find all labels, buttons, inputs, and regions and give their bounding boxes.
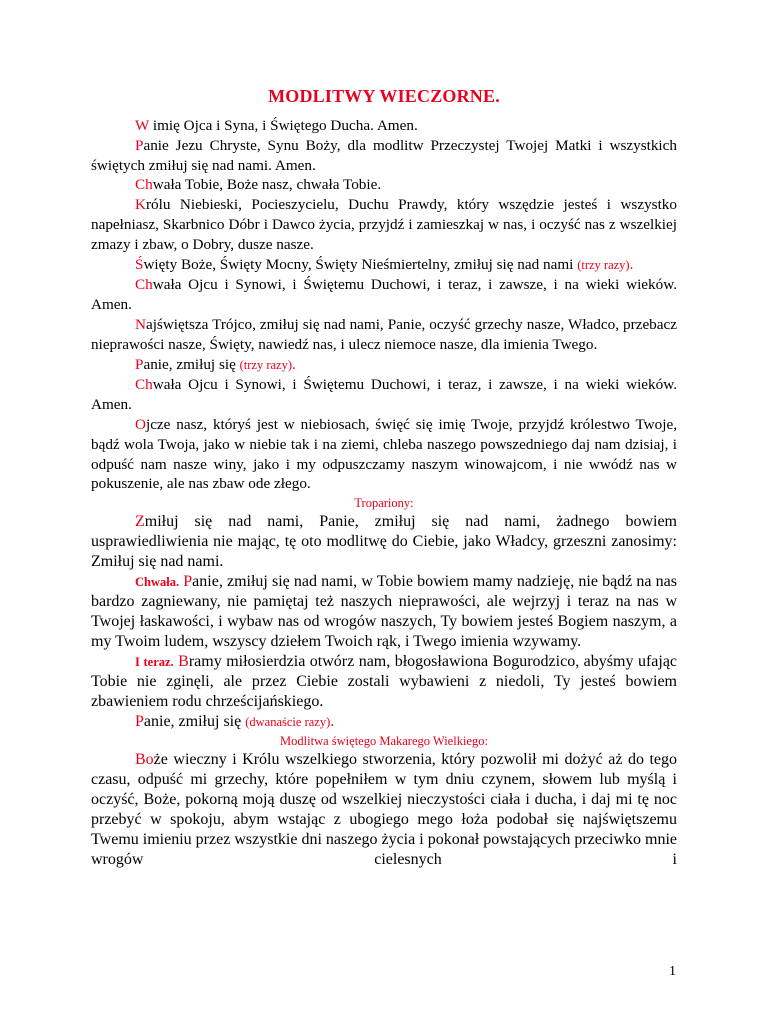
document-page <box>91 86 677 870</box>
rubric-period: . <box>330 713 335 731</box>
page-title: MODLITWY WIECZORNE. <box>268 86 500 106</box>
prayer-text: wała Ojcu i Synowi, i Świętemu Duchowi, i teraz, i zawsze, i na wieki wieków. Amen. <box>91 376 677 414</box>
troparion-3 <box>91 652 677 712</box>
red-initial: W <box>135 117 150 134</box>
prayer-text: miłuj się nad nami, Panie, zmiłuj się nad nami, żadnego bowiem usprawiedliwienia nie mając, tę oto modlitwę do Ciebie, jako Władcy, grzeszni zanosimy: Zmiłuj się nad nami. <box>91 513 677 571</box>
red-initial: P <box>135 713 144 731</box>
troparion-4 <box>91 712 677 732</box>
red-initial: Ch <box>135 276 153 294</box>
prayer-paragraph-7 <box>91 315 677 355</box>
prayer-paragraph-9 <box>91 375 677 415</box>
prayer-paragraph-5 <box>91 255 677 276</box>
prayer-text: anie, zmiłuj się <box>143 713 246 731</box>
prayer-text: wała Ojcu i Synowi, i Świętemu Duchowi, i teraz, i zawsze, i na wieki wieków. Amen. <box>91 276 677 314</box>
prayer-paragraph-6 <box>91 275 677 315</box>
prayer-text: imię Ojca i Syna, i Świętego Ducha. Amen. <box>149 117 418 134</box>
prayer-text: więty Boże, Święty Mocny, Święty Nieśmiertelny, zmiłuj się nad nami <box>143 255 578 273</box>
red-initial: Ch <box>135 176 153 194</box>
prayer-text: jcze nasz, któryś jest w niebiosach, święć się imię Twoje, przyjdź królestwo Twoje, bądź wola Twoja, jako w niebie tak i na ziemi, chleba naszego powszedniego daj nam dzisiaj, i odpuść nam nasze winy, jako i my odpuszczamy naszym winowajcom, i nie wwódź nas w pokuszenie, ale nas zbaw ode złego. <box>91 415 677 493</box>
prayer-paragraph-1 <box>91 116 677 136</box>
prayer-text: rólu Niebieski, Pocieszycielu, Duchu Prawdy, który wszędzie jesteś i wszystko napełniasz, Skarbnico Dóbr i Dawco życia, przyjdź i zamieszkaj w nas, i oczyść nas z wszelkiej zmazy i zbaw, o Dobry, dusze nasze. <box>91 196 677 253</box>
prayer-paragraph-3 <box>91 175 677 195</box>
red-initial: Ch <box>135 376 153 394</box>
prayer-text: wała Tobie, Boże nasz, chwała Tobie. <box>152 176 382 194</box>
rubric-period: . <box>629 255 634 273</box>
rubric-note: (trzy razy) <box>239 357 293 372</box>
prayer-text: że wieczny i Królu wszelkiego stworzenia, który pozwolił mi dożyć aż do tego czasu, odpuść mi grzechy, które popełniłem w tym dniu czynem, słowem lub myślą i oczyść, Boże, pokorną moją duszę od wszelkiej nieczystości ciała i ducha, i daj mi tę noc przebyć w spokoju, abym wstając z ubogiego mego łoża podobał się najświętszemu Twemu imieniu przez wszystkie dni naszego życia i pokonał powstających przeciwko mnie wrogów cielesnych i <box>91 751 677 869</box>
page-number: 1 <box>669 964 676 979</box>
rubric-note: (trzy razy) <box>577 257 630 272</box>
prayer-text: anie, zmiłuj się <box>143 355 240 373</box>
rubric-note: (dwanaście razy) <box>245 715 331 730</box>
prayer-text: ramy miłosierdzia otwórz nam, błogosławiona Bogurodzico, abyśmy ufając Tobie nie zginęli, ale przez Ciebie zostali wybawieni z niedoli, Ty jesteś bowiem zbawieniem rodu chrześcijańskiego. <box>91 653 678 711</box>
red-initial: K <box>135 196 146 214</box>
prayer-text: anie Jezu Chryste, Synu Boży, dla modlitw Przeczystej Twojej Matki i wszystkich świętych zmiłuj się nad nami. Amen. <box>91 136 677 174</box>
rubric-label: I teraz. <box>135 655 174 670</box>
red-initial: O <box>135 415 146 433</box>
red-initial: P <box>179 573 193 591</box>
section-heading-troparia: Tropariony: <box>354 496 414 511</box>
red-initial: P <box>135 355 144 373</box>
makary-prayer <box>91 750 677 870</box>
red-initial: Ś <box>135 255 144 273</box>
red-initial: P <box>135 136 144 154</box>
prayer-paragraph-8 <box>91 355 677 376</box>
prayer-paragraph-4 <box>91 195 677 254</box>
troparion-2 <box>91 572 677 652</box>
prayer-text: anie, zmiłuj się nad nami, w Tobie bowiem mamy nadzieję, nie bądź na nas bardzo zagniewany, nie pamiętaj też naszych nieprawości, ale wejrzyj i teraz na nas w Twojej łaskawości, i wybaw nas od wrogów naszych, Ty bowiem jesteś Bogiem naszym, a my Twoim ludem, wszyscy dziełem Twoich rąk, i Twego imienia wzywamy. <box>91 573 677 651</box>
prayer-paragraph-10 <box>91 415 677 494</box>
red-initial: Z <box>135 513 145 531</box>
rubric-label: Chwała. <box>135 575 180 590</box>
prayer-paragraph-2 <box>91 136 677 176</box>
red-initial: Bo <box>135 751 154 769</box>
prayer-text: ajświętsza Trójco, zmiłuj się nad nami, Panie, oczyść grzechy nasze, Władco, przebacz nieprawości nasze, Święty, nawiedź nas, i ulecz niemoce nasze, dla imienia Twego. <box>91 315 677 353</box>
red-initial: B <box>173 653 189 671</box>
red-initial: N <box>135 315 146 333</box>
troparion-1 <box>91 512 677 572</box>
section-heading-makary: Modlitwa świętego Makarego Wielkiego: <box>280 734 488 749</box>
rubric-period: . <box>292 355 296 373</box>
